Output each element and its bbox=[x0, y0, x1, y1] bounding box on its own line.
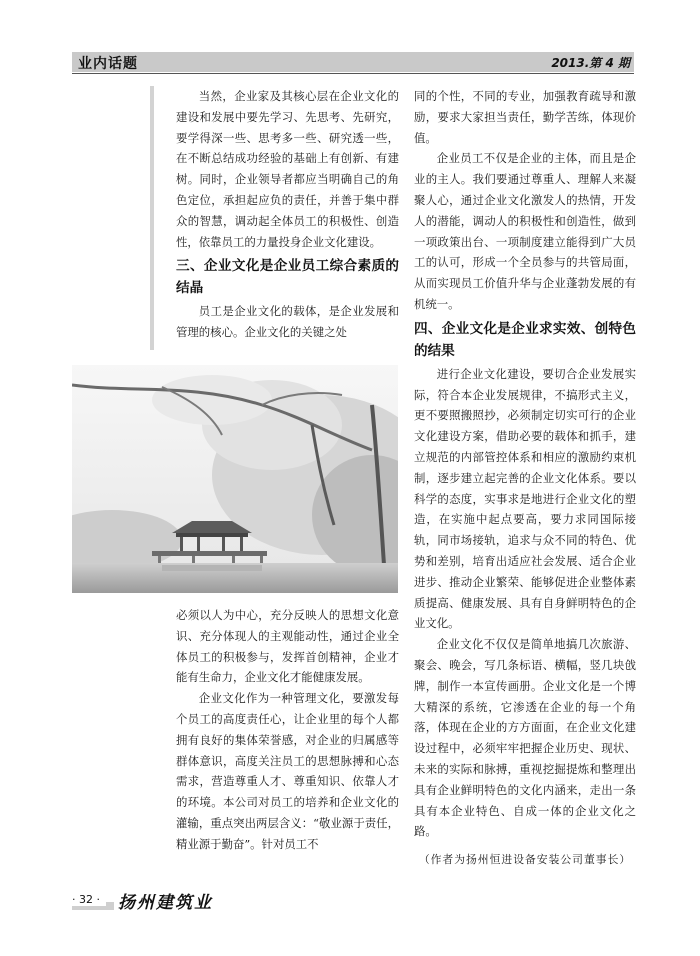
paragraph: 进行企业文化建设，要切合企业发展实际，符合本企业发展规律，不搞形式主义，更不要照搬照抄，必须制定切实可行的企业文化建设方案，借助必要的载体和抓手，建立规范的内部管控体系和相应的激励约束机制，逐步建立起完善的企业文化体系。要以科学的态度，实事求是地进行企业文化的塑造，在实施中起点要高，要力求同国际接轨，同市场接轨，追求与众不同的特色、优势和差别，培育出适应社会发展、适合企业进步、推动企业繁荣、能够促进企业整体素质提高、健康发展、具有自身鲜明特色的企业文化。 bbox=[414, 366, 636, 631]
paragraph: 当然，企业家及其核心层在企业文化的建设和发展中要先学习、先思考、先研究，要学得深一些、思考多一些、研究透一些，在不断总结成功经验的基础上有创新、有建树。同时，企业领导者都应当明确自己的角色定位，承担起应负的责任，并善于集中群众的智慧，调动起全体员工的积极性、创造性，依靠员工的力量投身企业文化建设。 bbox=[176, 89, 399, 249]
header-rule bbox=[72, 73, 634, 74]
paragraph: 企业文化不仅仅是简单地搞几次旅游、聚会、晚会，写几条标语、横幅，竖几块戗牌，制作一本宣传画册。企业文化是一个博大精深的系统，它渗透在企业的每一个角落，体现在企业的方方面面，在企业文化建设过程中，必须牢牢把握企业历史、现状、未来的实际和脉搏，重视挖掘提炼和整理出具有企业鲜明特色的文化内涵来，走出一条具有本企业特色、自成一体的企业文化之路。 bbox=[414, 637, 636, 839]
margin-bar bbox=[150, 86, 154, 350]
paragraph: 企业文化作为一种管理文化，要激发每个员工的高度责任心，让企业里的每个人都拥有良好的集体荣誉感，对企业的归属感等群体意识，高度关注员工的思想脉搏和心态需求，营造尊重人才、尊重知识、依靠人才的环境。本公司对员工的培养和企业文化的灌输，重点突出两层含义：“敬业源于责任，精业源于勤奋”。针对员工不 bbox=[176, 691, 399, 851]
paragraph: 同的个性，不同的专业，加强教育疏导和激励，要求大家担当责任，勤学苦练，体现价值。 bbox=[414, 89, 636, 145]
page-number: · 32 · bbox=[72, 893, 106, 906]
header-band bbox=[72, 52, 634, 72]
pavilion-lake-photo bbox=[72, 365, 398, 593]
paragraph: 必须以人为中心，充分反映人的思想文化意识、充分体现人的主观能动性，通过企业全体员工的积极参与，发挥首创精神，企业才能有生命力，企业文化才能健康发展。 bbox=[176, 608, 399, 685]
issue-number: 2013.第 4 期 bbox=[551, 56, 630, 70]
right-column bbox=[414, 86, 636, 871]
author-byline: （作者为扬州恒进设备安装公司董事长） bbox=[418, 853, 632, 867]
section-heading-4: 四、企业文化是企业求实效、创特色的结果 bbox=[414, 320, 636, 359]
section-title: 业内话题 bbox=[78, 56, 138, 72]
publication-logo: 扬州建筑业 bbox=[114, 888, 217, 913]
paragraph: 企业员工不仅是企业的主体，而且是企业的主人。我们要通过尊重人、理解人来凝聚人心，通过企业文化激发人的热情，开发人的潜能，调动人的积极性和创造性，做到一项政策出台、一项制度建立能得到广大员工的认可，形成一个全员参与的共管局面，从而实现员工价值升华与企业蓬勃发展的有机统一。 bbox=[414, 151, 636, 311]
paragraph: 员工是企业文化的载体，是企业发展和管理的核心。企业文化的关键之处 bbox=[176, 304, 399, 340]
section-heading-3: 三、企业文化是企业员工综合素质的结晶 bbox=[176, 258, 399, 297]
left-column-top bbox=[176, 86, 399, 343]
left-column-bottom bbox=[176, 605, 399, 855]
